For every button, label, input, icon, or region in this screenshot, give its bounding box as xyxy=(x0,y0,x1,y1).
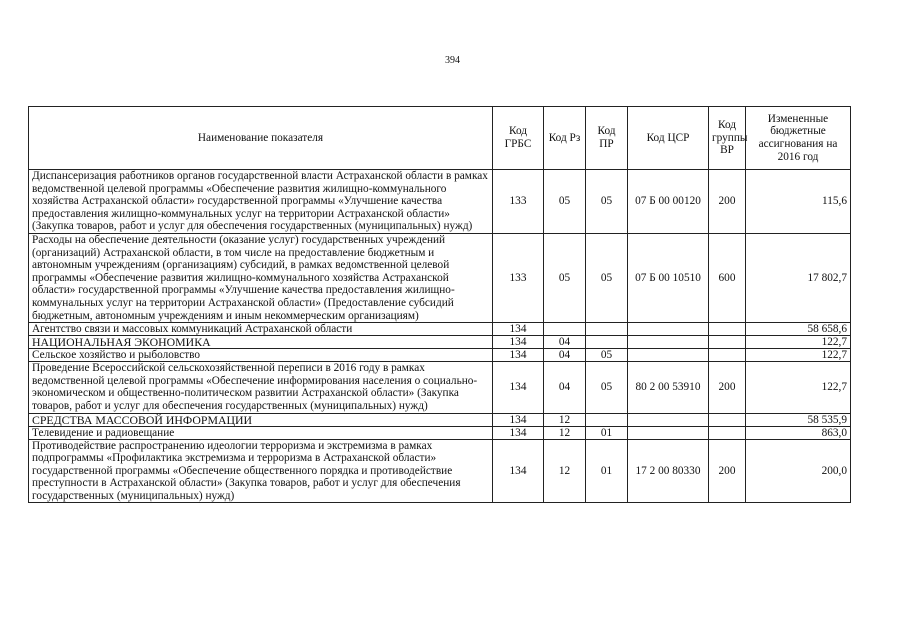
row-pr: 05 xyxy=(586,233,628,322)
row-vr: 200 xyxy=(709,362,746,413)
row-amount: 122,7 xyxy=(746,349,851,362)
row-vr: 200 xyxy=(709,170,746,234)
table-row xyxy=(29,349,851,362)
row-rz: 05 xyxy=(544,233,586,322)
row-csr: 80 2 00 53910 xyxy=(628,362,709,413)
row-grbs: 134 xyxy=(493,413,544,426)
page-number: 394 xyxy=(445,55,460,66)
table-row xyxy=(29,323,851,336)
row-rz xyxy=(544,323,586,336)
row-amount: 58 535,9 xyxy=(746,413,851,426)
header-rz: Код Рз xyxy=(544,107,586,170)
row-vr xyxy=(709,336,746,349)
row-name: Проведение Всероссийской сельскохозяйственной переписи в 2016 году в рамках ведомственной целевой программы «Обеспечение информирования населения о социально-экономическом и общественно-политическом развитии Астраханской области» (Закупка товаров, работ и услуг для обеспечения государственных (муниципальных) нужд) xyxy=(29,362,493,413)
budget-table xyxy=(28,106,851,503)
header-vr: Код группы ВР xyxy=(709,107,746,170)
row-vr xyxy=(709,323,746,336)
row-name: СРЕДСТВА МАССОВОЙ ИНФОРМАЦИИ xyxy=(29,413,493,426)
row-csr: 07 Б 00 00120 xyxy=(628,170,709,234)
header-grbs: Код ГРБС xyxy=(493,107,544,170)
row-grbs: 134 xyxy=(493,426,544,439)
row-rz: 04 xyxy=(544,362,586,413)
row-name: Расходы на обеспечение деятельности (оказание услуг) государственных учреждений (организаций) Астраханской области, в том числе на предоставление бюджетным и автономным учреждениям (организациям) субсидий, в рамках ведомственной целевой программы «Обеспечение развития жилищно-коммунального хозяйства Астраханской области» государственной программы «Улучшение качества предоставления жилищно-коммунальных услуг на территории Астраханской области» (Предоставление субсидий бюджетным, автономным учреждениям и иным некоммерческим организациям) xyxy=(29,233,493,322)
row-amount: 863,0 xyxy=(746,426,851,439)
row-pr xyxy=(586,323,628,336)
table-row xyxy=(29,413,851,426)
row-name: Диспансеризация работников органов государственной власти Астраханской области в рамках ведомственной целевой программы «Обеспечение развития жилищно-коммунального хозяйства Астраханской области» государственной программы «Улучшение качества предоставления жилищно-коммунальных услуг на территории Астраханской области» (Закупка товаров, работ и услуг для обеспечения государственных (муниципальных) нужд) xyxy=(29,170,493,234)
row-amount: 115,6 xyxy=(746,170,851,234)
row-pr: 05 xyxy=(586,170,628,234)
row-pr xyxy=(586,336,628,349)
row-rz: 12 xyxy=(544,439,586,503)
row-rz: 04 xyxy=(544,336,586,349)
row-amount: 122,7 xyxy=(746,336,851,349)
row-grbs: 134 xyxy=(493,323,544,336)
row-rz: 12 xyxy=(544,413,586,426)
row-grbs: 133 xyxy=(493,233,544,322)
row-amount: 17 802,7 xyxy=(746,233,851,322)
table-row xyxy=(29,362,851,413)
row-csr xyxy=(628,336,709,349)
row-name: Агентство связи и массовых коммуникаций Астраханской области xyxy=(29,323,493,336)
row-grbs: 134 xyxy=(493,349,544,362)
table-row xyxy=(29,233,851,322)
row-grbs: 134 xyxy=(493,439,544,503)
row-csr xyxy=(628,349,709,362)
row-amount: 200,0 xyxy=(746,439,851,503)
row-pr: 01 xyxy=(586,426,628,439)
row-csr xyxy=(628,413,709,426)
row-csr xyxy=(628,426,709,439)
row-pr xyxy=(586,413,628,426)
row-vr xyxy=(709,426,746,439)
row-name: Противодействие распространению идеологии терроризма и экстремизма в рамках подпрограммы «Профилактика экстремизма и терроризма в Астраханской области» государственной программы «Обеспечение общественного порядка и противодействие преступности в Астраханской области» (Закупка товаров, работ и услуг для обеспечения государственных (муниципальных) нужд) xyxy=(29,439,493,503)
header-pr: Код ПР xyxy=(586,107,628,170)
row-grbs: 134 xyxy=(493,336,544,349)
row-rz: 12 xyxy=(544,426,586,439)
table-header-row xyxy=(29,107,851,170)
header-csr: Код ЦСР xyxy=(628,107,709,170)
row-pr: 05 xyxy=(586,349,628,362)
row-csr xyxy=(628,323,709,336)
row-pr: 01 xyxy=(586,439,628,503)
header-amount: Измененные бюджетные ассигнования на 2016 год xyxy=(746,107,851,170)
row-rz: 05 xyxy=(544,170,586,234)
row-grbs: 134 xyxy=(493,362,544,413)
row-grbs: 133 xyxy=(493,170,544,234)
row-name: Сельское хозяйство и рыболовство xyxy=(29,349,493,362)
table-row xyxy=(29,426,851,439)
header-name: Наименование показателя xyxy=(29,107,493,170)
row-amount: 58 658,6 xyxy=(746,323,851,336)
row-name: НАЦИОНАЛЬНАЯ ЭКОНОМИКА xyxy=(29,336,493,349)
row-vr xyxy=(709,349,746,362)
row-name: Телевидение и радиовещание xyxy=(29,426,493,439)
row-pr: 05 xyxy=(586,362,628,413)
row-rz: 04 xyxy=(544,349,586,362)
row-vr xyxy=(709,413,746,426)
row-csr: 07 Б 00 10510 xyxy=(628,233,709,322)
row-amount: 122,7 xyxy=(746,362,851,413)
table-row xyxy=(29,170,851,234)
table-row xyxy=(29,439,851,503)
table-row xyxy=(29,336,851,349)
row-vr: 200 xyxy=(709,439,746,503)
row-vr: 600 xyxy=(709,233,746,322)
row-csr: 17 2 00 80330 xyxy=(628,439,709,503)
